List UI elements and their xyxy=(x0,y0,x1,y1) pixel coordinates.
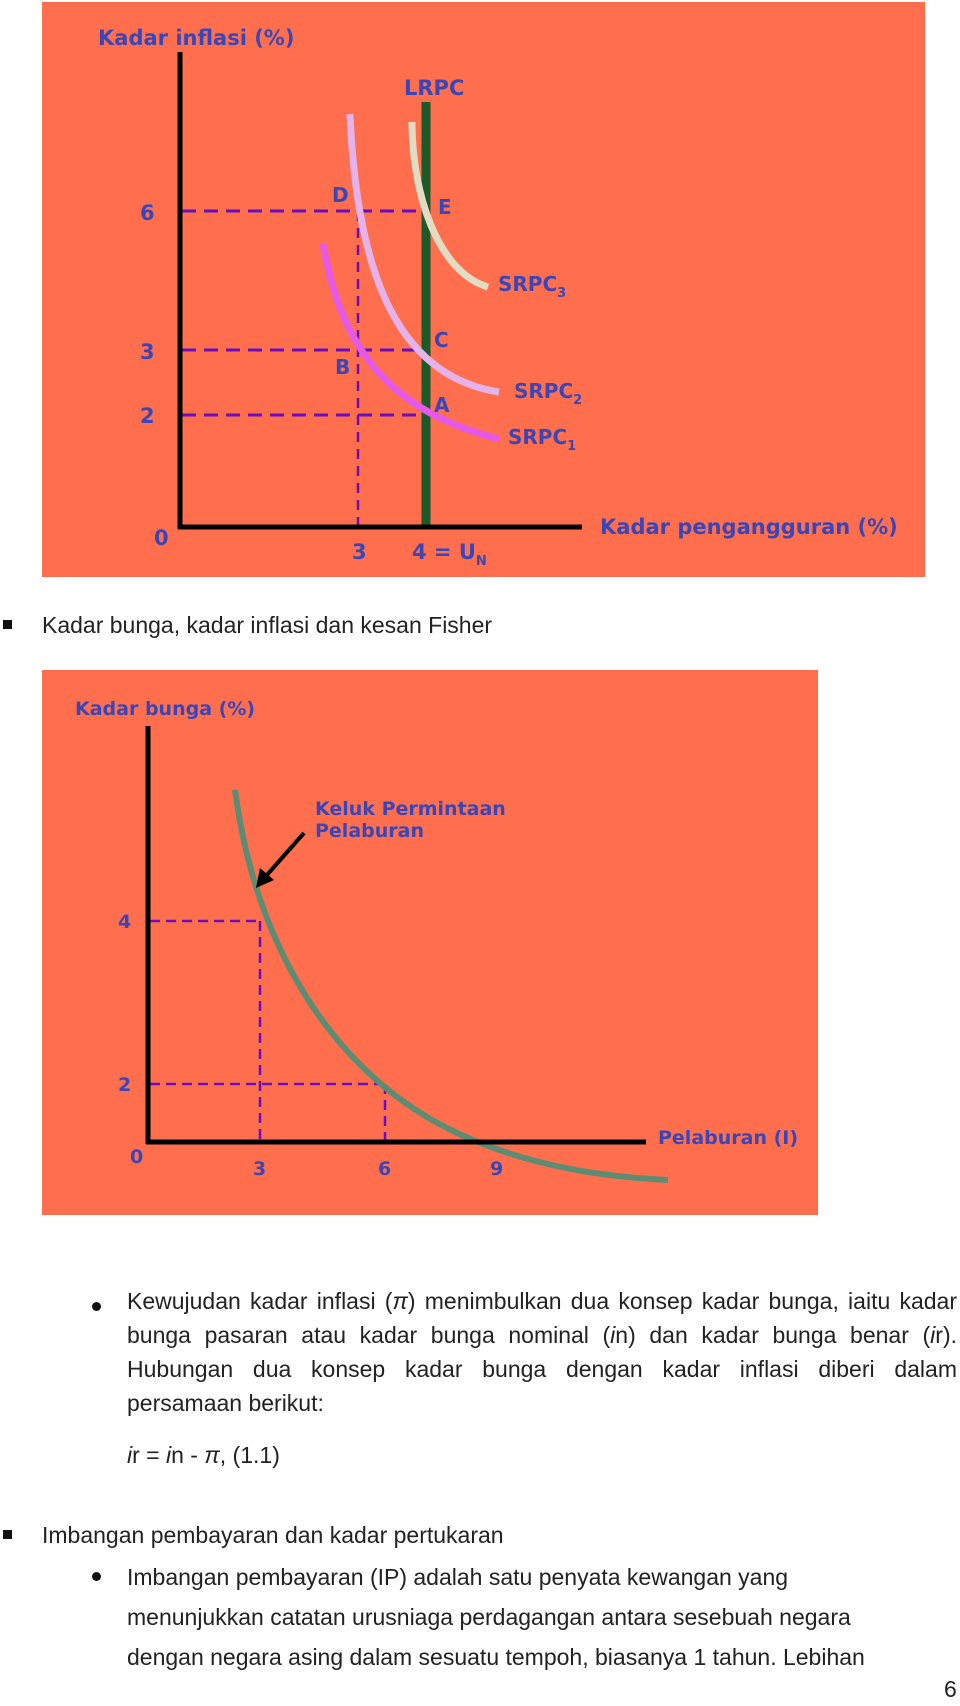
bop-line-1: Imbangan pembayaran (IP) adalah satu penyata kewangan yang xyxy=(127,1564,789,1590)
section-heading-balance-of-payments: Imbangan pembayaran dan kadar pertukaran xyxy=(42,1522,504,1548)
y-tick-2: 2 xyxy=(118,1074,132,1096)
point-e-label: E xyxy=(438,195,452,219)
bop-line-2: menunjukkan catatan urusniaga perdagangan antara sesebuah negara xyxy=(127,1604,851,1630)
square-bullet-icon xyxy=(3,1530,12,1539)
srpc3-label: $SRPC_3$ xyxy=(498,272,567,301)
annotation-arrow xyxy=(266,833,304,876)
y-axis-label: Kadar inflasi (%) xyxy=(98,26,295,50)
phillips-curve-chart xyxy=(42,2,925,577)
x-tick-un: $4 = U_N$ xyxy=(412,540,487,569)
x-axis-label: Kadar pengangguran (%) xyxy=(600,515,898,539)
srpc1-label: $SRPC_1$ xyxy=(508,425,577,454)
investment-chart-svg xyxy=(42,670,818,1215)
investment-demand-chart xyxy=(42,670,818,1215)
point-d-label: D xyxy=(332,183,349,207)
page-number: 6 xyxy=(944,1676,957,1702)
x-tick-3: 3 xyxy=(253,1158,267,1180)
annotation-line-1: Keluk Permintaan xyxy=(315,798,506,820)
y-tick-4: 4 xyxy=(118,911,132,933)
fisher-equation: ir = in - π, (1.1) xyxy=(127,1442,280,1468)
bop-line-3: dengan negara asing dalam sesuatu tempoh, biasanya 1 tahun. Lebihan xyxy=(127,1644,865,1670)
origin-label: 0 xyxy=(154,526,169,550)
x-axis-label: Pelaburan (I) xyxy=(658,1127,799,1149)
investment-demand-curve xyxy=(235,790,668,1180)
square-bullet-icon xyxy=(3,620,12,629)
point-c-label: C xyxy=(434,328,449,352)
origin-label: 0 xyxy=(130,1146,144,1168)
y-axis-label: Kadar bunga (%) xyxy=(75,698,256,720)
point-b-label: B xyxy=(335,355,351,379)
point-a-label: A xyxy=(434,393,450,417)
lrpc-label: LRPC xyxy=(404,76,465,100)
x-tick-9: 9 xyxy=(490,1158,504,1180)
y-tick-3: 3 xyxy=(140,340,155,364)
round-bullet-icon xyxy=(92,1302,101,1311)
phillips-chart-svg xyxy=(42,2,925,577)
round-bullet-icon xyxy=(92,1572,101,1581)
y-tick-2: 2 xyxy=(140,404,155,428)
fisher-paragraph: Kewujudan kadar inflasi (π) menimbulkan dua konsep kadar bunga, iaitu kadar bunga pasaran atau kadar bunga nominal (in) dan kadar bunga benar (ir). Hubungan dua konsep kadar bunga dengan kadar inflasi diberi dalam persamaan berikut: xyxy=(127,1288,958,1416)
y-tick-6: 6 xyxy=(140,201,155,225)
annotation-line-2: Pelaburan xyxy=(315,820,424,842)
x-tick-6: 6 xyxy=(378,1158,392,1180)
srpc2-label: $SRPC_2$ xyxy=(514,379,583,408)
x-tick-3: 3 xyxy=(352,540,367,564)
section-heading-fisher: Kadar bunga, kadar inflasi dan kesan Fisher xyxy=(42,612,493,638)
